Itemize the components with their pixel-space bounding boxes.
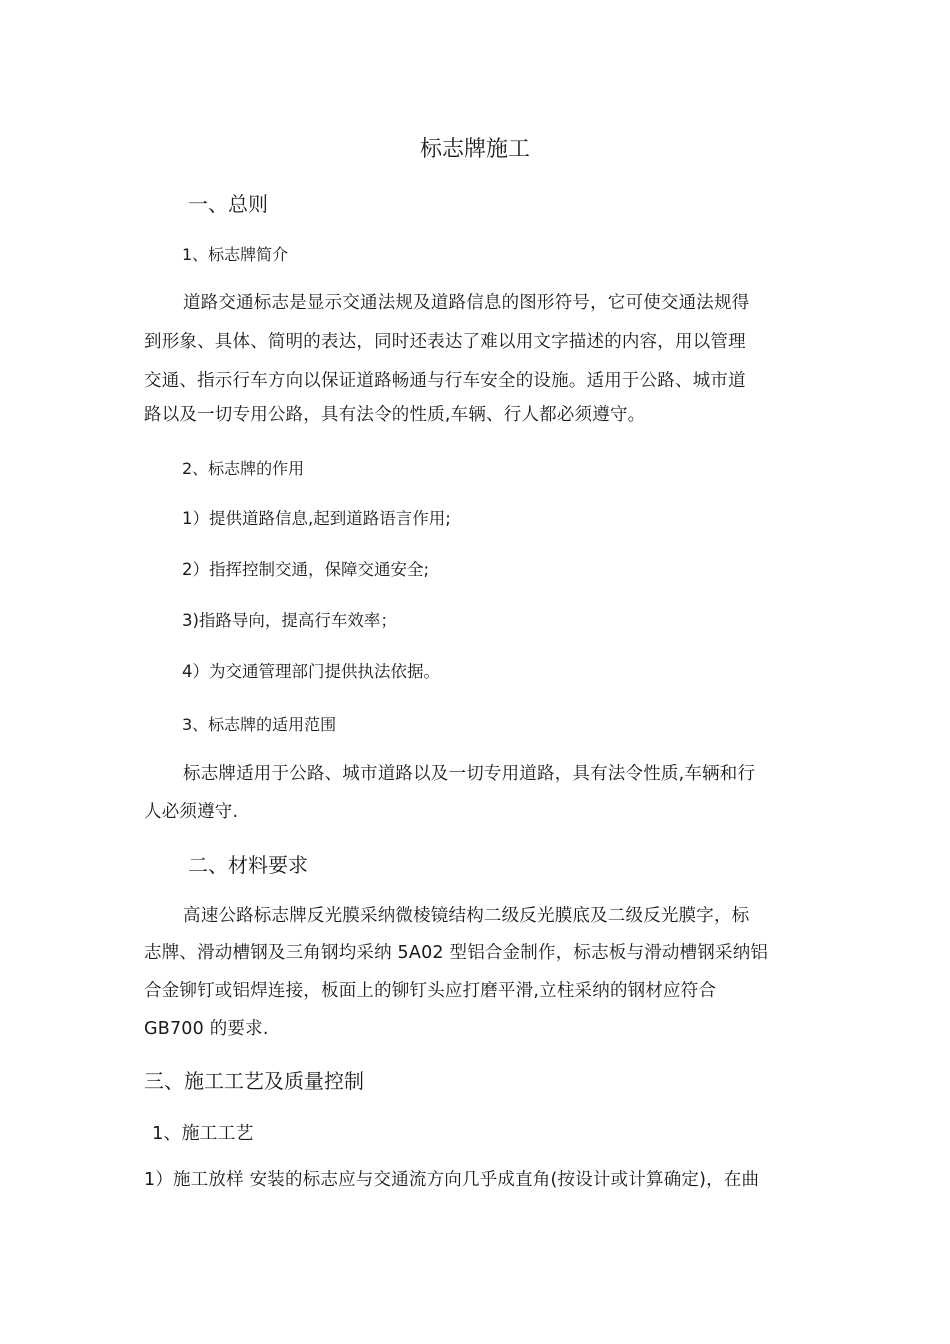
paragraph-line: 志牌、滑动槽钢及三角钢均采纳 5A02 型铝合金制作，标志板与滑动槽钢采纳铝 [144, 943, 769, 963]
paragraph-line: 合金铆钉或铝焊连接，板面上的铆钉头应打磨平滑,立柱采纳的钢材应符合 [144, 981, 717, 1001]
paragraph-line: GB700 的要求. [144, 1019, 269, 1039]
paragraph-line: 人必须遵守. [144, 802, 239, 822]
subsection-heading-process: 1、施工工艺 [152, 1123, 254, 1144]
section-heading-general: 一、总则 [188, 192, 268, 216]
list-item: 2）指挥控制交通，保障交通安全; [182, 560, 430, 579]
subsection-heading-function: 2、标志牌的作用 [182, 459, 305, 478]
paragraph-line: 到形象、具体、简明的表达，同时还表达了难以用文字描述的内容，用以管理 [144, 332, 746, 352]
document-title: 标志牌施工 [419, 137, 530, 162]
paragraph-line: 道路交通标志是显示交通法规及道路信息的图形符号，它可使交通法规得 [183, 293, 750, 313]
section-heading-materials: 二、材料要求 [188, 853, 308, 877]
subsection-heading-scope: 3、标志牌的适用范围 [182, 715, 337, 734]
subsection-heading-intro: 1、标志牌简介 [182, 245, 289, 264]
paragraph-line: 路以及一切专用公路，具有法令的性质,车辆、行人都必须遵守。 [144, 405, 646, 425]
section-heading-construction: 三、施工工艺及质量控制 [144, 1069, 364, 1093]
paragraph-line: 高速公路标志牌反光膜采纳微棱镜结构二级反光膜底及二级反光膜字，标 [183, 906, 750, 926]
paragraph-line: 1）施工放样 安装的标志应与交通流方向几乎成直角(按设计或计算确定)，在曲 [144, 1170, 760, 1190]
paragraph-line: 交通、指示行车方向以保证道路畅通与行车安全的设施。适用于公路、城市道 [144, 371, 746, 391]
paragraph-line: 标志牌适用于公路、城市道路以及一切专用道路，具有法令性质,车辆和行 [183, 764, 756, 784]
list-item: 1）提供道路信息,起到道路语言作用; [182, 509, 451, 528]
list-item: 4）为交通管理部门提供执法依据。 [182, 662, 440, 681]
list-item: 3)指路导向，提高行车效率； [182, 611, 397, 630]
